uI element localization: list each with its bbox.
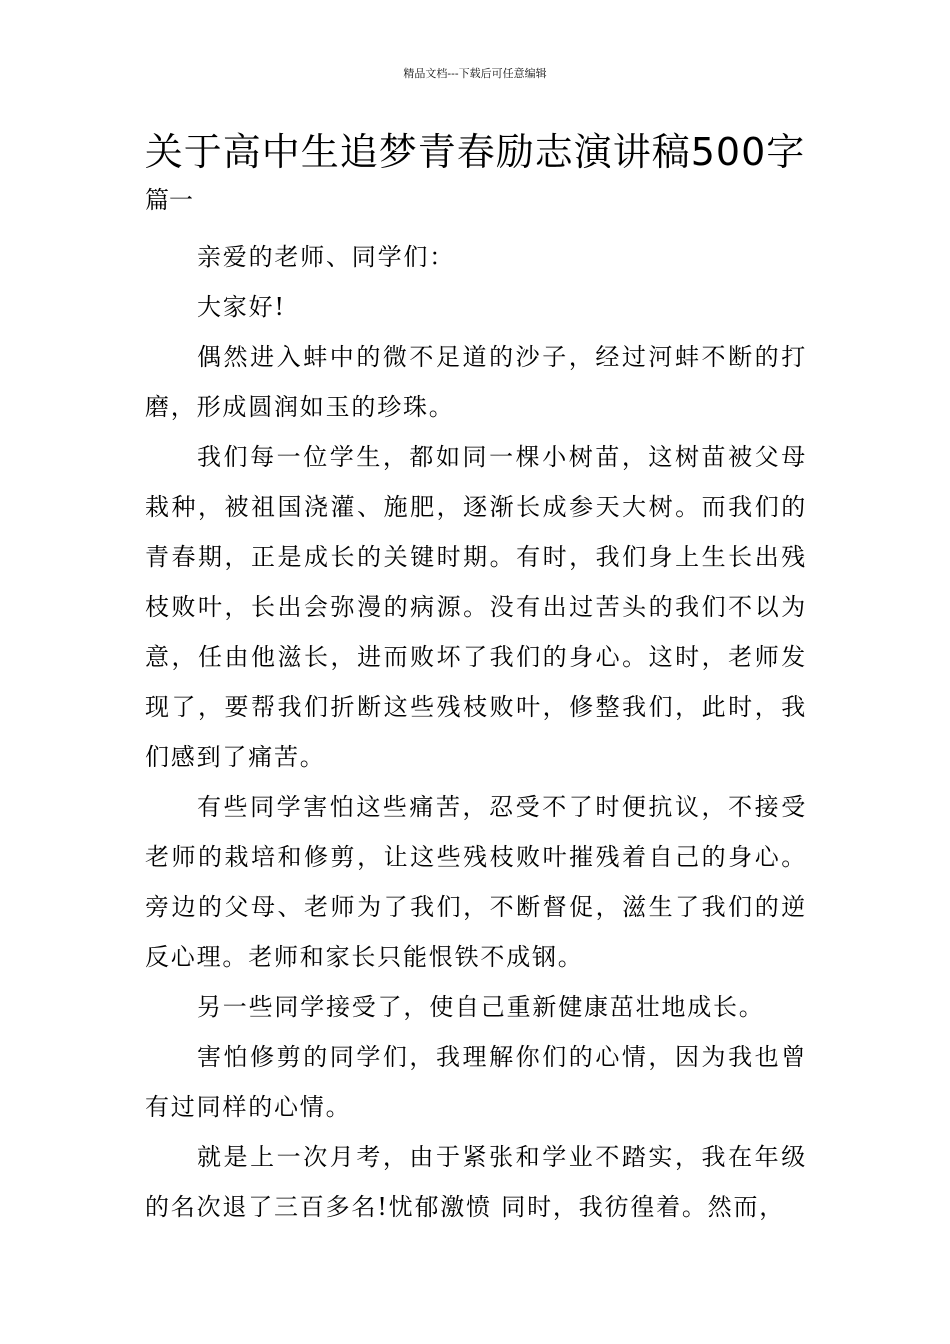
paragraph: 我们每一位学生，都如同一棵小树苗，这树苗被父母栽种，被祖国浇灌、施肥，逐渐长成参天大树。而我们的青春期，正是成长的关键时期。有时，我们身上生长出残枝败叶，长出会弥漫的病源。没有出过苦头的我们不以为意，任由他滋长，进而败坏了我们的身心。这时，老师发现了，要帮我们折断这些残枝败叶，修整我们，此时，我们感到了痛苦。	[145, 443, 807, 771]
paragraph: 有些同学害怕这些痛苦，忍受不了时便抗议，不接受老师的栽培和修剪，让这些残枝败叶摧残着自己的身心。旁边的父母、老师为了我们，不断督促，滋生了我们的逆反心理。老师和家长只能恨铁不成钢。	[145, 793, 807, 971]
document-body	[145, 232, 807, 1232]
header-note: 精品文档---下载后可任意编辑	[403, 67, 547, 80]
paragraph-hello: 大家好!	[197, 293, 286, 321]
paragraph: 害怕修剪的同学们，我理解你们的心情，因为我也曾有过同样的心情。	[145, 1043, 807, 1121]
paragraph: 另一些同学接受了，使自己重新健康茁壮地成长。	[197, 993, 765, 1021]
paragraph: 就是上一次月考，由于紧张和学业不踏实，我在年级的名次退了三百多名!忧郁激愤 同时，我彷徨着。然而，	[145, 1143, 807, 1221]
paragraph-greeting: 亲爱的老师、同学们：	[197, 243, 455, 271]
section-label: 篇一	[145, 186, 193, 214]
document-title: 关于高中生追梦青春励志演讲稿500字	[144, 130, 806, 174]
paragraph: 偶然进入蚌中的微不足道的沙子，经过河蚌不断的打磨，形成圆润如玉的珍珠。	[145, 343, 807, 421]
